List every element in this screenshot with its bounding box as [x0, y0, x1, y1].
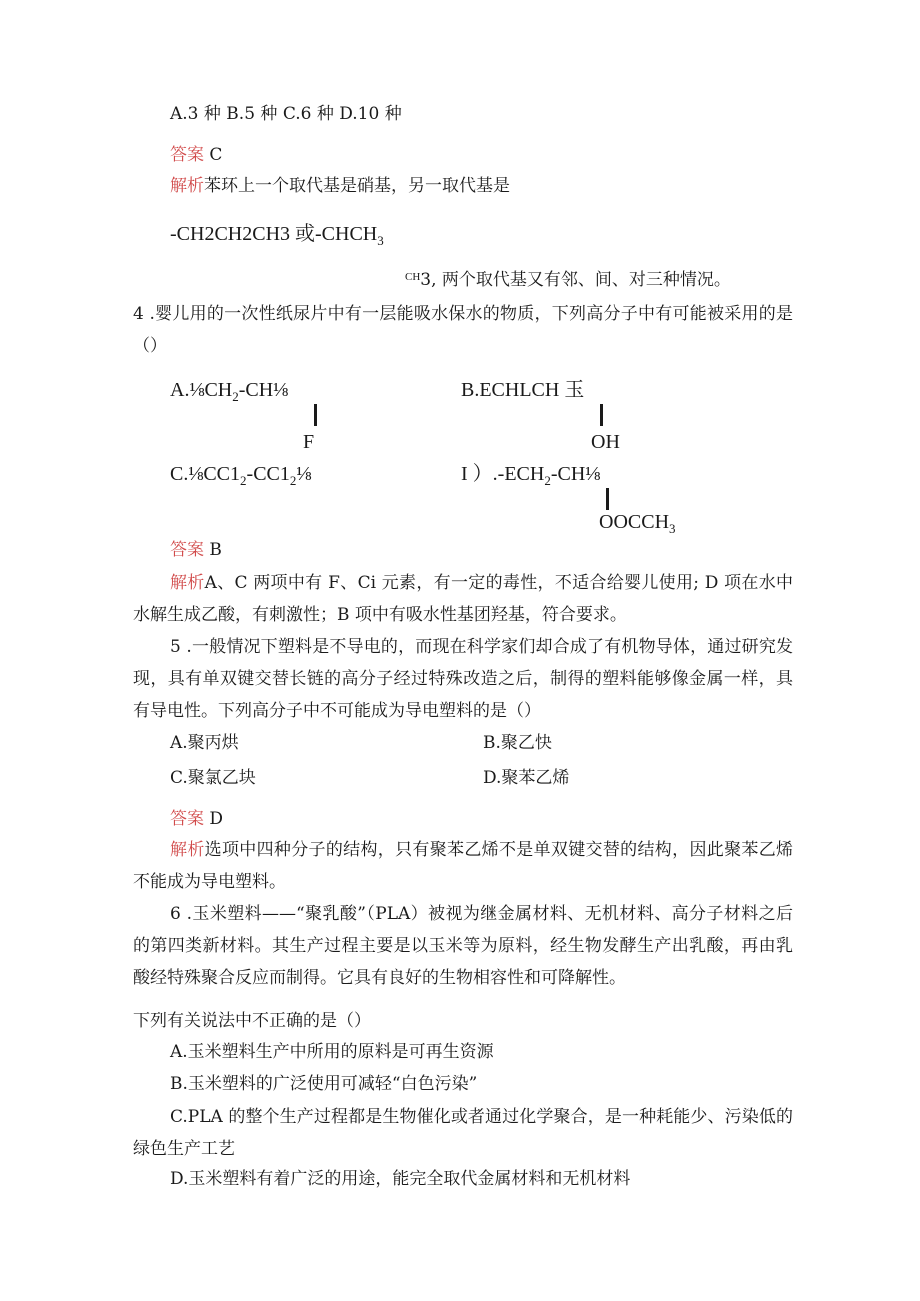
q4-option-c[interactable]: $C.\frac{1}{8}CC1_2-CC1_2\frac{1}{8}$: [170, 463, 312, 488]
q4-option-a[interactable]: $A.\frac{1}{8}CH_2$-CH⅛: [170, 379, 289, 404]
q3-answer: [170, 147, 222, 164]
analysis-label: 解析: [170, 573, 205, 593]
q4-option-d-branch: $OOCCH_3$: [599, 511, 676, 536]
q5-answer: [170, 811, 223, 828]
q4-option-d[interactable]: I ）$.-ECH_2$-CH⅛: [461, 463, 601, 488]
q4-stem: 4 .婴儿用的一次性纸尿片中有一层能吸水保水的物质，下列高分子中有可能被采用的是（）: [133, 304, 793, 356]
answer-label: 答案: [170, 145, 204, 165]
q4-option-b[interactable]: B.ECHLCH 玉: [461, 379, 585, 401]
q6-option-c[interactable]: C.PLA 的整个生产过程都是生物催化或者通过化学聚合，是一种耗能少、污染低的绿色生产工艺: [133, 1107, 793, 1159]
answer-value: C: [209, 145, 223, 165]
q6-option-a[interactable]: A.玉米塑料生产中所用的原料是可再生资源: [170, 1042, 494, 1062]
analysis-label: 解析: [170, 840, 205, 860]
q6-option-d[interactable]: D.玉米塑料有着广泛的用途，能完全取代金属材料和无机材料: [170, 1169, 631, 1189]
answer-label: 答案: [170, 809, 204, 829]
analysis-text: A、C 两项中有 F、Ci 元素，有一定的毒性，不适合给婴儿使用; D 项在水中水解生成乙酸，有刺激性；B 项中有吸水性基团羟基，符合要求。: [133, 573, 794, 625]
q4-analysis: [133, 567, 793, 631]
q3-analysis-tail: $^{CH}$3, 两个取代基又有邻、间、对三种情况。: [405, 270, 731, 290]
bond-line: [606, 488, 609, 510]
q5-option-a[interactable]: A.聚丙烘: [170, 733, 239, 753]
bond-line: [314, 404, 317, 426]
analysis-label: 解析: [170, 176, 204, 196]
analysis-text: 选项中四种分子的结构，只有聚苯乙烯不是单双键交替的结构，因此聚苯乙烯不能成为导电塑料。: [133, 840, 794, 892]
answer-value: D: [209, 809, 224, 829]
q3-formula: -CH2CH2CH3 或$-CHCH_3$: [170, 223, 384, 248]
q5-option-b[interactable]: B.聚乙快: [483, 733, 552, 753]
q4-option-b-branch: OH: [591, 431, 620, 453]
analysis-text: 苯环上一个取代基是硝基，另一取代基是: [204, 176, 510, 196]
q5-analysis: [133, 834, 793, 898]
q6-option-b[interactable]: B.玉米塑料的广泛使用可减轻“白色污染”: [170, 1074, 478, 1094]
q6-stem: 6 .玉米塑料——“聚乳酸”（PLA）被视为继金属材料、无机材料、高分子材料之后的第四类新材料。其生产过程主要是以玉米等为原料，经生物发酵生产出乳酸，再由乳酸经特殊聚合反应而制得。它具有良好的生物相容性和可降解性。: [133, 904, 793, 988]
answer-label: 答案: [170, 540, 204, 560]
q3-analysis: [170, 178, 510, 195]
q4-answer: [170, 542, 222, 559]
bond-line: [600, 404, 603, 426]
q5-stem: 5 .一般情况下塑料是不导电的，而现在科学家们却合成了有机物导体，通过研究发现，具有单双键交替长链的高分子经过特殊改造之后，制得的塑料能够像金属一样，具有导电性。下列高分子中不可能成为导电塑料的是（）: [133, 637, 793, 721]
q6-question: 下列有关说法中不正确的是（）: [133, 1011, 371, 1031]
q3-options: A.3 种 B.5 种 C.6 种 D.10 种: [170, 104, 402, 124]
answer-value: B: [209, 540, 222, 560]
q5-option-c[interactable]: C.聚氯乙块: [170, 768, 256, 788]
q4-option-a-branch: F: [303, 431, 315, 453]
q5-option-d[interactable]: D.聚苯乙烯: [483, 768, 570, 788]
